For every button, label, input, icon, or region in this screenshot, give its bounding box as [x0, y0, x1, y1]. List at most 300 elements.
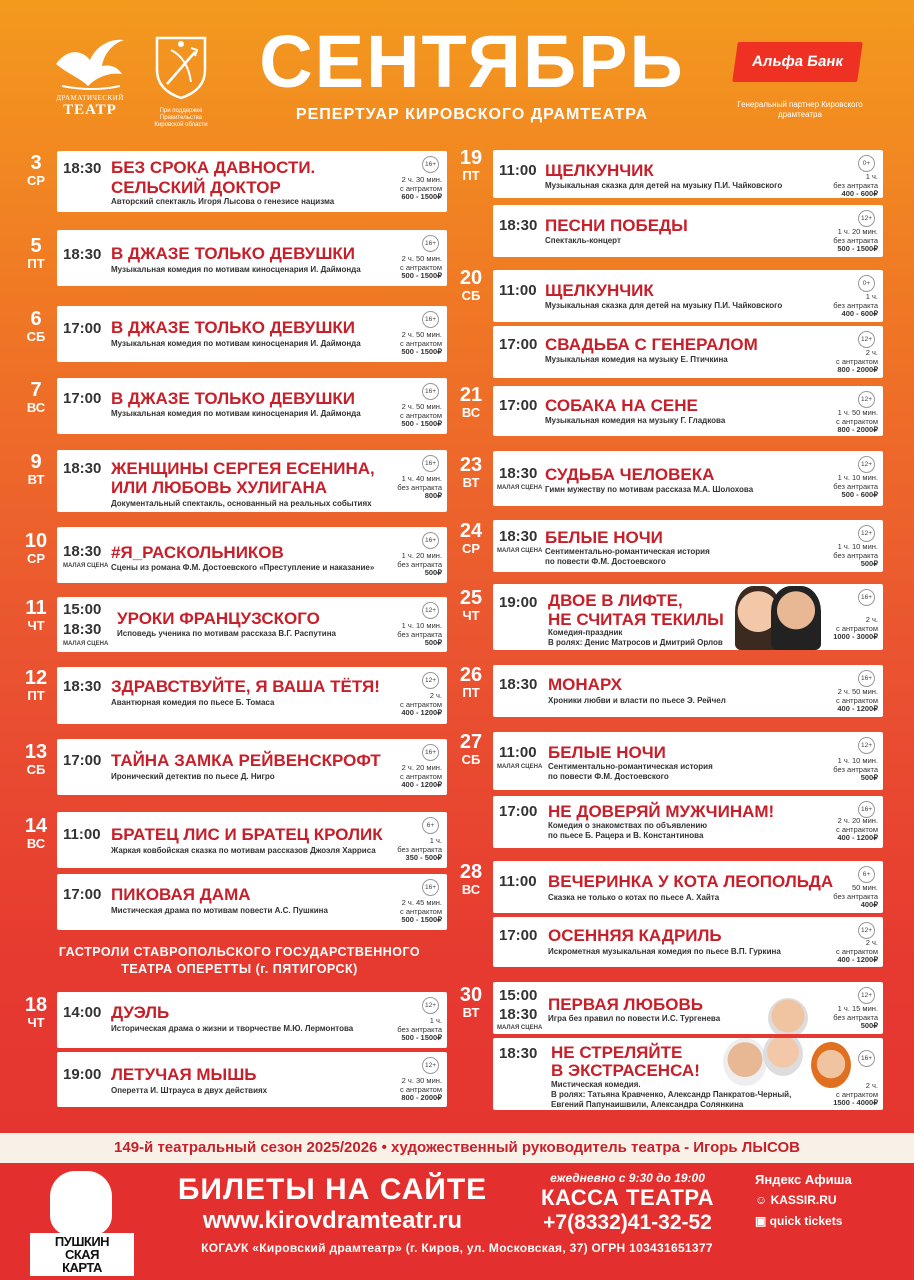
event-duration: 2 ч. 45 мин.	[401, 898, 442, 907]
event-title: УРОКИ ФРАНЦУЗСКОГО	[117, 609, 320, 628]
kassir-icon: ☺	[755, 1193, 771, 1207]
event-price: 800 - 2000₽	[401, 1093, 442, 1102]
event-description: Сентиментально-романтическая история	[548, 762, 713, 771]
actor-photo	[768, 998, 808, 1034]
event-price: 500 - 600₽	[841, 490, 878, 499]
age-rating-badge: 12+	[858, 456, 875, 473]
event-description: Сказка не только о котах по пьесе А. Хайта	[548, 893, 720, 902]
event-description: Мистическая драма по мотивам повести А.С. Пушкина	[111, 906, 328, 915]
government-caption: При поддержке Правительства Кировской области	[154, 108, 208, 128]
sponsor-caption: Генеральный партнер Кировского драмтеатра	[737, 100, 863, 119]
event-description-line2: по повести Ф.М. Достоевского	[548, 772, 669, 781]
weekday: ЧТ	[27, 1015, 45, 1030]
age-rating-badge: 16+	[422, 532, 439, 549]
age-rating-badge: 12+	[858, 737, 875, 754]
page-subtitle: РЕПЕРТУАР КИРОВСКОГО ДРАМТЕАТРА	[295, 106, 649, 123]
weekday: ПТ	[462, 685, 480, 700]
event-time: 18:30	[63, 160, 102, 177]
weekday: ВТ	[462, 1005, 480, 1020]
event-description: Оперетта И. Штрауса в двух действиях	[111, 1086, 268, 1095]
event-price: 400 - 1200₽	[401, 780, 442, 789]
tour-line2: ТЕАТРА ОПЕРЕТТЫ (г. ПЯТИГОРСК)	[121, 962, 358, 976]
event-duration: 2 ч. 50 мин.	[401, 254, 442, 263]
event-time-2: 18:30	[63, 621, 102, 638]
event-title-line2: ИЛИ ЛЮБОВЬ ХУЛИГАНА	[111, 478, 328, 497]
weekday: ЧТ	[27, 618, 45, 633]
event-info	[400, 692, 442, 718]
day-number: 7	[30, 379, 42, 401]
small-stage-label: МАЛАЯ СЦЕНА	[63, 563, 109, 569]
age-rating-badge: 12+	[422, 1057, 439, 1074]
weekday: ВС	[26, 836, 46, 851]
quick-tickets-link[interactable]	[755, 1211, 895, 1232]
event-time: 17:00	[63, 886, 102, 903]
event-title: ЩЕЛКУНЧИК	[545, 161, 654, 180]
event-title: БЕЗ СРОКА ДАВНОСТИ.	[111, 158, 316, 177]
event-duration: 2 ч. 30 мин.	[401, 175, 442, 184]
event-description: Игра без правил по повести И.С. Тургенева	[548, 1014, 721, 1023]
pushkin-card-logo[interactable]	[30, 1171, 134, 1275]
event-duration: 1 ч. 20 мин.	[837, 227, 878, 236]
event-title: НЕ СТРЕЛЯЙТЕ	[551, 1043, 683, 1062]
event-intermission: с антрактом	[400, 699, 442, 709]
event-description: Авантюрная комедия по пьесе Б. Томаса	[111, 698, 275, 707]
event-title: ЖЕНЩИНЫ СЕРГЕЯ ЕСЕНИНА,	[111, 459, 375, 478]
tickets-heading: БИЛЕТЫ НА САЙТЕ	[177, 1173, 488, 1206]
box-office-heading: КАССА ТЕАТРА	[541, 1185, 714, 1210]
event-duration: 1 ч. 10 мин.	[837, 473, 878, 482]
event-info	[833, 884, 878, 910]
day-label	[446, 862, 496, 897]
event-time: 18:30	[499, 1045, 538, 1062]
event-duration: 2 ч. 50 мин.	[837, 687, 878, 696]
event-intermission: с антрактом	[836, 946, 878, 956]
government-logo[interactable]	[150, 34, 212, 129]
event-intermission: с антрактом	[400, 906, 442, 916]
event-description: Историческая драма о жизни и творчестве М.Ю. Лермонтова	[111, 1024, 354, 1033]
event-title: ДУЭЛЬ	[111, 1003, 170, 1022]
day-label	[446, 455, 496, 490]
event-intermission: с антрактом	[400, 262, 442, 272]
event-price: 600 - 1500₽	[401, 192, 442, 201]
event-title: ОСЕННЯЯ КАДРИЛЬ	[548, 926, 722, 945]
event-info	[833, 474, 878, 500]
event-description: Жаркая ковбойская сказка по мотивам рассказов Джоэля Харриса	[111, 846, 376, 855]
small-stage-label: МАЛАЯ СЦЕНА	[497, 485, 543, 491]
event-price: 800₽	[424, 491, 442, 500]
event-title: ПИКОВАЯ ДАМА	[111, 885, 251, 904]
website-link[interactable]: www.kirovdramteatr.ru	[202, 1207, 463, 1234]
event-time: 17:00	[63, 752, 102, 769]
event-card[interactable]	[57, 597, 447, 652]
event-info	[833, 616, 878, 642]
event-intermission: с антрактом	[400, 410, 442, 420]
event-card[interactable]	[493, 326, 883, 378]
event-price: 500₽	[424, 568, 442, 577]
day-number: 20	[459, 267, 483, 289]
event-title-line2: В ЭКСТРАСЕНСА!	[551, 1061, 700, 1080]
event-info	[833, 1082, 878, 1108]
event-info	[836, 939, 878, 965]
event-duration: 2 ч. 20 мин.	[837, 816, 878, 825]
weekday: СБ	[461, 752, 481, 767]
event-duration: 2 ч. 30 мин.	[401, 1076, 442, 1085]
age-rating-badge: 16+	[422, 311, 439, 328]
event-card[interactable]	[57, 450, 447, 512]
small-stage-label: МАЛАЯ СЦЕНА	[497, 548, 543, 554]
event-description-line2: В ролях: Татьяна Кравченко, Александр Панкратов-Черный,	[551, 1090, 792, 1099]
event-card[interactable]	[57, 874, 447, 930]
pushkin-portrait-icon	[50, 1171, 112, 1235]
event-info	[836, 688, 878, 714]
event-card[interactable]	[57, 667, 447, 724]
age-rating-badge: 12+	[858, 987, 875, 1004]
age-rating-badge: 12+	[858, 525, 875, 542]
age-rating-badge: 16+	[422, 156, 439, 173]
day-number: 14	[24, 815, 48, 837]
event-intermission: с антрактом	[836, 1089, 878, 1099]
event-duration: 1 ч. 50 мин.	[837, 408, 878, 417]
event-time: 18:30	[499, 465, 538, 482]
day-number: 23	[459, 454, 483, 476]
weekday: ПТ	[27, 688, 45, 703]
event-time: 18:30	[63, 246, 102, 263]
swan-icon	[52, 34, 128, 92]
event-time: 17:00	[63, 390, 102, 407]
day-label	[446, 588, 496, 623]
event-info	[836, 817, 878, 843]
event-price: 800 - 2000₽	[837, 425, 878, 434]
event-card[interactable]	[493, 917, 883, 967]
day-number: 25	[459, 587, 483, 609]
weekday: СБ	[26, 329, 46, 344]
actor-photo	[723, 1038, 767, 1086]
event-price: 500 - 1500₽	[401, 271, 442, 280]
event-card[interactable]	[493, 386, 883, 436]
event-duration: 1 ч.	[429, 836, 442, 845]
age-rating-badge: 12+	[858, 391, 875, 408]
event-price: 1500 - 4000₽	[833, 1098, 878, 1107]
event-card[interactable]	[493, 861, 883, 913]
tour-announcement	[22, 944, 457, 978]
event-card[interactable]	[493, 982, 883, 1034]
event-duration: 2 ч.	[429, 691, 442, 700]
day-label	[11, 995, 61, 1030]
event-card[interactable]	[493, 270, 883, 322]
weekday: ВС	[461, 405, 481, 420]
event-card[interactable]	[57, 739, 447, 795]
event-description: Комедия-праздник	[548, 628, 623, 637]
yandex-afisha-link[interactable]: Яндекс Афиша	[755, 1172, 852, 1187]
event-card[interactable]	[493, 584, 883, 650]
weekday: СБ	[26, 762, 46, 777]
event-description: Музыкальная комедия по мотивам киносценария И. Даймонда	[111, 265, 361, 274]
event-info	[833, 173, 878, 198]
weekday: СБ	[461, 288, 481, 303]
event-card[interactable]	[493, 150, 883, 198]
kassir-link[interactable]	[755, 1190, 895, 1211]
event-intermission: с антрактом	[836, 824, 878, 834]
small-stage-label: МАЛАЯ СЦЕНА	[497, 764, 543, 770]
event-card[interactable]	[493, 205, 883, 257]
event-duration: 1 ч.	[429, 1016, 442, 1025]
event-info	[836, 349, 878, 375]
event-card[interactable]	[493, 732, 883, 790]
event-intermission: без антракта	[397, 629, 442, 639]
event-time: 11:00	[499, 744, 537, 761]
event-info	[400, 176, 442, 202]
weekday: ВС	[461, 882, 481, 897]
event-description: Музыкальная сказка для детей на музыку П.И. Чайковского	[545, 301, 783, 310]
event-description: Музыкальная сказка для детей на музыку П.И. Чайковского	[545, 181, 783, 190]
event-description: Комедия о знакомствах по объявлению	[548, 821, 708, 830]
event-card[interactable]	[57, 230, 447, 286]
event-description: Гимн мужеству по мотивам рассказа М.А. Шолохова	[545, 485, 754, 494]
day-label	[11, 598, 61, 633]
event-card[interactable]	[57, 378, 447, 434]
weekday: ВТ	[462, 475, 480, 490]
age-rating-badge: 12+	[858, 210, 875, 227]
event-intermission: с антрактом	[400, 771, 442, 781]
event-intermission: без антракта	[833, 550, 878, 560]
event-info	[836, 409, 878, 435]
event-title: ДВОЕ В ЛИФТЕ,	[548, 591, 683, 610]
age-rating-badge: 12+	[858, 331, 875, 348]
event-card[interactable]	[57, 527, 447, 583]
age-rating-badge: 16+	[858, 1050, 875, 1067]
day-number: 27	[459, 731, 483, 753]
event-card[interactable]	[57, 1052, 447, 1107]
age-rating-badge: 16+	[858, 801, 875, 818]
event-price: 500₽	[424, 638, 442, 647]
event-duration: 1 ч. 15 мин.	[837, 1004, 878, 1013]
event-title: ЛЕТУЧАЯ МЫШЬ	[111, 1065, 257, 1084]
day-label	[446, 521, 496, 556]
event-title: ВЕЧЕРИНКА У КОТА ЛЕОПОЛЬДА	[548, 872, 834, 891]
small-stage-label: МАЛАЯ СЦЕНА	[497, 1025, 543, 1031]
event-price: 500 - 1500₽	[401, 1033, 442, 1042]
event-duration: 1 ч. 10 мин.	[401, 621, 442, 630]
sponsor-logo[interactable]: Альфа Банк	[732, 42, 863, 82]
day-number: 30	[459, 984, 483, 1006]
event-card[interactable]	[493, 520, 883, 572]
event-time: 18:30	[63, 678, 102, 695]
weekday: СР	[26, 173, 46, 188]
event-card[interactable]	[57, 812, 447, 868]
event-price: 1000 - 3000₽	[833, 632, 878, 641]
event-intermission: без антракта	[833, 180, 878, 190]
event-info	[400, 764, 442, 790]
weekday: ПТ	[27, 256, 45, 271]
event-info	[833, 1005, 878, 1031]
event-price: 350 - 500₽	[405, 853, 442, 862]
day-label	[11, 153, 61, 188]
day-label	[446, 732, 496, 767]
event-duration: 2 ч.	[865, 615, 878, 624]
event-price: 500₽	[860, 1021, 878, 1030]
age-rating-badge: 12+	[422, 602, 439, 619]
event-duration: 2 ч. 50 мин.	[401, 402, 442, 411]
small-stage-label: МАЛАЯ СЦЕНА	[63, 641, 109, 647]
day-label	[446, 985, 496, 1020]
event-info	[400, 899, 442, 925]
event-intermission: с антрактом	[836, 356, 878, 366]
page-title: СЕНТЯБРЬ	[259, 20, 685, 103]
event-duration: 2 ч.	[865, 1081, 878, 1090]
event-time: 11:00	[63, 826, 101, 843]
event-time: 17:00	[499, 927, 538, 944]
event-time: 17:00	[499, 336, 538, 353]
event-duration: 1 ч. 20 мин.	[401, 551, 442, 560]
age-rating-badge: 12+	[858, 922, 875, 939]
event-price: 400 - 1200₽	[401, 708, 442, 717]
event-time: 14:00	[63, 1004, 102, 1021]
weekday: ЧТ	[462, 608, 480, 623]
event-time: 18:30	[499, 217, 538, 234]
tour-line1: ГАСТРОЛИ СТАВРОПОЛЬСКОГО ГОСУДАРСТВЕННОГО	[58, 945, 421, 959]
day-number: 18	[24, 994, 48, 1016]
event-time: 19:00	[499, 594, 538, 611]
age-rating-badge: 16+	[422, 455, 439, 472]
event-card[interactable]	[493, 665, 883, 717]
event-price: 500₽	[860, 559, 878, 568]
event-title: ЗДРАВСТВУЙТЕ, Я ВАША ТЁТЯ!	[111, 677, 380, 696]
event-description-line3: Евгений Папунаишвили, Александра Солянкина	[551, 1100, 744, 1109]
event-title: #Я_РАСКОЛЬНИКОВ	[111, 543, 284, 562]
footer	[0, 1163, 914, 1280]
age-rating-badge: 0+	[858, 275, 875, 292]
day-label	[11, 742, 61, 777]
day-number: 12	[24, 667, 48, 689]
event-card[interactable]	[57, 306, 447, 362]
weekday: ПТ	[462, 168, 480, 183]
event-price: 500 - 1500₽	[837, 244, 878, 253]
ticket-partners	[755, 1169, 895, 1232]
pushkin-label-line1: ПУШКИН	[54, 1234, 110, 1249]
day-number: 28	[459, 861, 483, 883]
day-number: 21	[459, 384, 483, 406]
event-title: НЕ ДОВЕРЯЙ МУЖЧИНАМ!	[548, 802, 775, 821]
event-description: Музыкальная комедия по мотивам киносценария И. Даймонда	[111, 409, 361, 418]
day-number: 11	[25, 597, 47, 619]
event-card[interactable]	[493, 1038, 883, 1110]
event-title: БЕЛЫЕ НОЧИ	[545, 528, 663, 547]
event-time: 18:30	[63, 460, 102, 477]
event-duration: 1 ч. 10 мин.	[837, 756, 878, 765]
event-price: 500 - 1500₽	[401, 419, 442, 428]
event-title: СВАДЬБА С ГЕНЕРАЛОМ	[545, 335, 758, 354]
event-time: 17:00	[499, 803, 538, 820]
box-office-phone[interactable]: +7(8332)41-32-52	[543, 1211, 712, 1234]
day-number: 6	[30, 308, 42, 330]
event-title: ТАЙНА ЗАМКА РЕЙВЕНСКРОФТ	[111, 751, 381, 770]
day-number: 10	[24, 530, 48, 552]
event-card[interactable]	[57, 151, 447, 212]
day-label	[11, 380, 61, 415]
event-info	[397, 837, 442, 863]
ticket-icon: ▣	[755, 1214, 770, 1228]
event-intermission: без антракта	[397, 1024, 442, 1034]
event-description: Музыкальная комедия на музыку Е. Птичкина	[545, 355, 728, 364]
day-label	[11, 816, 61, 851]
day-label	[11, 531, 61, 566]
event-intermission: без антракта	[833, 891, 878, 901]
event-intermission: с антрактом	[400, 338, 442, 348]
event-title: ЩЕЛКУНЧИК	[545, 281, 654, 300]
event-intermission: без антракта	[397, 844, 442, 854]
event-intermission: без антракта	[833, 235, 878, 245]
event-description-line2: В ролях: Денис Матросов и Дмитрий Орлов	[548, 638, 723, 647]
day-number: 19	[459, 147, 483, 169]
day-label	[446, 665, 496, 700]
event-price: 400 - 600₽	[841, 189, 878, 198]
actor-photo	[763, 1038, 803, 1076]
event-time: 19:00	[63, 1066, 102, 1083]
age-rating-badge: 16+	[858, 670, 875, 687]
event-duration: 1 ч. 10 мин.	[837, 542, 878, 551]
event-duration: 1 ч. 40 мин.	[401, 474, 442, 483]
event-duration: 2 ч. 50 мин.	[401, 330, 442, 339]
quick-tickets-label: quick tickets	[769, 1214, 843, 1228]
day-number: 13	[24, 741, 48, 763]
event-title: МОНАРХ	[548, 675, 622, 694]
event-intermission: с антрактом	[836, 623, 878, 633]
event-title: В ДЖАЗЕ ТОЛЬКО ДЕВУШКИ	[111, 389, 356, 408]
event-intermission: без антракта	[397, 559, 442, 569]
age-rating-badge: 16+	[422, 235, 439, 252]
event-description: Музыкальная комедия по мотивам киносценария И. Даймонда	[111, 339, 361, 348]
event-info	[400, 403, 442, 429]
event-price: 500 - 1500₽	[401, 347, 442, 356]
event-duration: 50 мин.	[852, 883, 878, 892]
actor-photo	[771, 586, 821, 650]
event-time: 17:00	[499, 397, 538, 414]
event-card[interactable]	[493, 451, 883, 506]
event-price: 400₽	[860, 900, 878, 909]
event-description: Искрометная музыкальная комедия по пьесе В.П. Гуркина	[548, 947, 781, 956]
kassir-label: KASSIR.RU	[770, 1193, 837, 1207]
event-time: 15:00	[499, 987, 538, 1004]
event-intermission: без антракта	[833, 764, 878, 774]
age-rating-badge: 12+	[422, 672, 439, 689]
theatre-logo[interactable]	[50, 34, 130, 134]
age-rating-badge: 0+	[858, 155, 875, 172]
event-duration: 2 ч.	[865, 348, 878, 357]
age-rating-badge: 16+	[422, 383, 439, 400]
event-card[interactable]	[493, 796, 883, 848]
day-number: 5	[30, 235, 42, 257]
pushkin-label-line2: СКАЯ	[64, 1247, 100, 1262]
event-card[interactable]	[57, 992, 447, 1048]
event-info	[833, 543, 878, 569]
event-time-2: 18:30	[499, 1006, 538, 1023]
event-title: СОБАКА НА СЕНЕ	[545, 396, 698, 415]
event-time: 18:30	[63, 543, 102, 560]
event-description: Сцены из романа Ф.М. Достоевского «Преступление и наказание»	[111, 563, 375, 572]
event-info	[397, 622, 442, 648]
header	[0, 0, 914, 145]
event-info	[400, 1077, 442, 1103]
event-price: 400 - 1200₽	[837, 955, 878, 964]
pushkin-label-line3: КАРТА	[62, 1260, 102, 1275]
event-description: Музыкальная комедия на музыку Г. Гладкова	[545, 416, 726, 425]
event-description: Иронический детектив по пьесе Д. Нигро	[111, 772, 275, 781]
event-duration: 2 ч. 20 мин.	[401, 763, 442, 772]
event-description: Мистическая комедия.	[551, 1080, 641, 1089]
event-price: 400 - 1200₽	[837, 704, 878, 713]
event-info	[833, 293, 878, 319]
event-info	[833, 228, 878, 254]
